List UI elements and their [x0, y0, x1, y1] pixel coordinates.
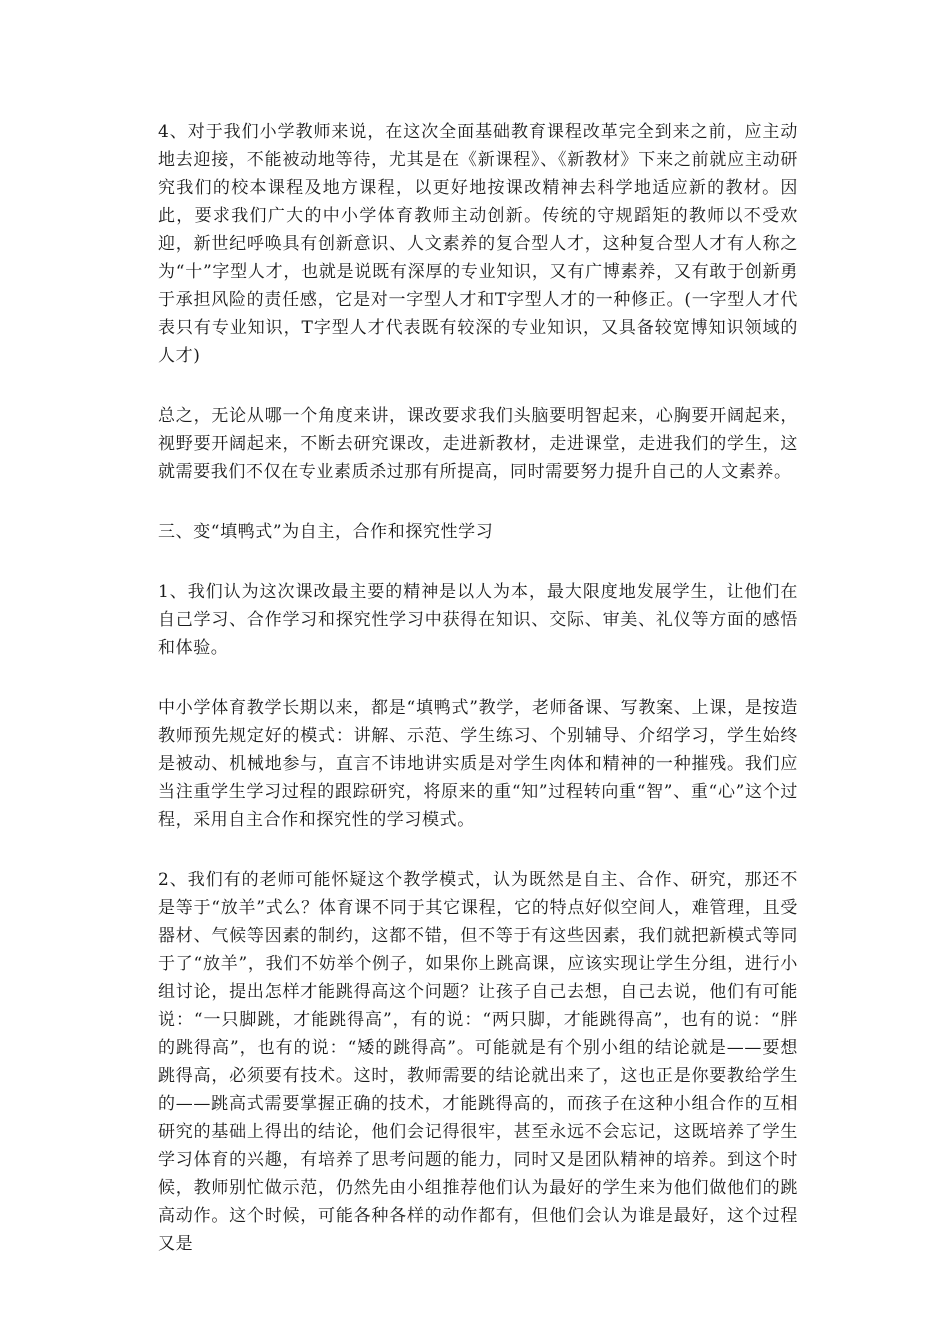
- paragraph-point-1: 1、我们认为这次课改最主要的精神是以人为本，最大限度地发展学生，让他们在自己学习、合作学习和探究性学习中获得在知识、交际、审美、礼仪等方面的感悟和体验。: [158, 582, 798, 658]
- paragraph-teacher-innovation: 4、对于我们小学教师来说，在这次全面基础教育课程改革完全到来之前，应主动地去迎接，不能被动地等待，尤其是在《新课程》、《新教材》下来之前就应主动研究我们的校本课程及地方课程，以更好地按课改精神去科学地适应新的教材。因此，要求我们广大的中小学体育教师主动创新。传统的守规蹈矩的教师以不受欢迎，新世纪呼唤具有创新意识、人文素养的复合型人才，这种复合型人才有人称之为“十”字型人才，也就是说既有深厚的专业知识，又有广博素养，又有敢于创新勇于承担风险的责任感，它是对一字型人才和T字型人才的一种修正。(一字型人才代表只有专业知识，T字型人才代表既有较深的专业知识，又具备较宽博知识领域的人才): [158, 122, 798, 366]
- paragraph-summary: 总之，无论从哪一个角度来讲，课改要求我们头脑要明智起来，心胸要开阔起来，视野要开阔起来，不断去研究课改，走进新教材，走进课堂，走进我们的学生，这就需要我们不仅在专业素质杀过那有所提高，同时需要努力提升自己的人文素养。: [158, 406, 798, 482]
- document-body: [158, 118, 798, 1290]
- paragraph-traditional-teaching: 中小学体育教学长期以来，都是“填鸭式”教学，老师备课、写教案、上课，是按造教师预先规定好的模式：讲解、示范、学生练习、个别辅导、介绍学习，学生始终是被动、机械地参与，直言不讳地讲实质是对学生肉体和精神的一种摧残。我们应当注重学生学习过程的跟踪研究，将原来的重“知”过程转向重“智”、重“心”这个过程，采用自主合作和探究性的学习模式。: [158, 698, 798, 830]
- section-heading-3: 三、变“填鸭式”为自主，合作和探究性学习: [158, 522, 494, 542]
- paragraph-point-2: 2、我们有的老师可能怀疑这个教学模式，认为既然是自主、合作、研究，那还不是等于“放羊”式么？体育课不同于其它课程，它的特点好似空间人，难管理，且受器材、气候等因素的制约，这都不错，但不等于有这些因素，我们就把新模式等同于了“放羊”，我们不妨举个例子，如果你上跳高课，应该实现让学生分组，进行小组讨论，提出怎样才能跳得高这个问题？让孩子自己去想，自己去说，他们有可能说：“一只脚跳，才能跳得高”，有的说：“两只脚，才能跳得高”，也有的说：“胖的跳得高”，也有的说：“矮的跳得高”。可能就是有个别小组的结论就是——要想跳得高，必须要有技术。这时，教师需要的结论就出来了，这也正是你要教给学生的——跳高式需要掌握正确的技术，才能跳得高的，而孩子在这种小组合作的互相研究的基础上得出的结论，他们会记得很牢，甚至永远不会忘记，这既培养了学生学习体育的兴趣，有培养了思考问题的能力，同时又是团队精神的培养。到这个时候，教师别忙做示范，仍然先由小组推荐他们认为最好的学生来为他们做他们的跳高动作。这个时候，可能各种各样的动作都有，但他们会认为谁是最好，这个过程又是: [158, 870, 798, 1254]
